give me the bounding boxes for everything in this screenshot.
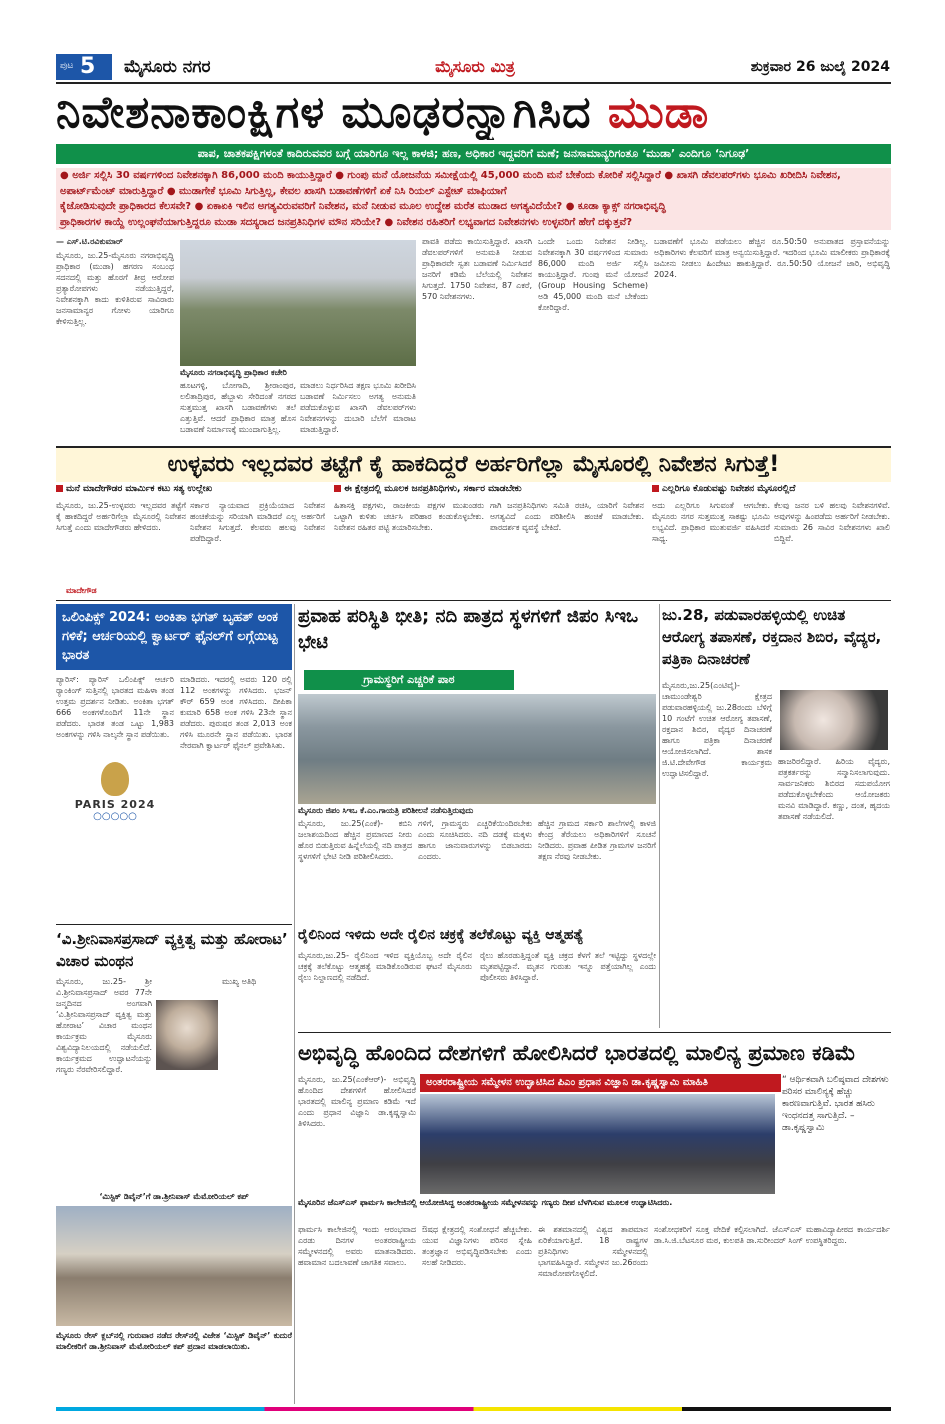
dev-headline: ಅಭಿವೃದ್ಧಿ ಹೊಂದಿದ ದೇಶಗಳಿಗೆ ಹೋಲಿಸಿದರೆ ಭಾರತದಲ್ಲಿ ಮಾಲಿನ್ಯ ಪ್ರಮಾಣ ಕಡಿಮೆ	[298, 1041, 856, 1065]
band-bottom-rule	[56, 600, 891, 601]
page-label: ಪುಟ	[60, 61, 74, 71]
lead-headline-main: ನಿವೇಶನಾಕಾಂಕ್ಷಿಗಳ ಮೂಢರನ್ನಾಗಿಸಿದ	[56, 87, 608, 138]
olympics-bottom-rule	[56, 924, 292, 925]
bp-monitor-photo	[780, 690, 888, 750]
masthead-logo: ಮೈಸೂರು ಮಿತ್ರ	[435, 57, 515, 76]
paris-2024-logo	[56, 762, 174, 820]
dev-col3: ಔಷಧ ಕ್ಷೇತ್ರದಲ್ಲಿ ಸಂಶೋಧನೆ ಹೆಚ್ಚಬೇಕು. ಯುವ ವಿಜ್ಞಾನಿಗಳು ಪರಿಸರ ಸ್ನೇಹಿ ತಂತ್ರಜ್ಞಾನ ಅಭಿವೃದ್ಧಿಪಡಿಸಬೇಕು ಎಂದು ಸಲಹೆ ನೀಡಿದರು.	[422, 1225, 532, 1267]
band-headline: ಉಳ್ಳವರು ಇಲ್ಲದವರ ತಟ್ಟೆಗೆ ಕೈ ಹಾಕದಿದ್ದರೆ ಅರ್ಹರಿಗೆಲ್ಲಾ ಮೈಸೂರಲ್ಲಿ ನಿವೇಶನ ಸಿಗುತ್ತೆ!	[56, 446, 891, 482]
band-subhead-2-text: ಈ ಕ್ಷೇತ್ರದಲ್ಲಿ ಮೂಲಕ ಜನಪ್ರತಿನಿಧಿಗಳು, ಸರ್ಕಾರ ಮಾಡಬೇಕು	[344, 484, 522, 494]
color-registration-bar	[56, 1407, 891, 1411]
dev-quote: “ ಆರ್ಥಿಕವಾಗಿ ಬಲಿಷ್ಠವಾದ ದೇಶಗಳು ಪರಿಸರ ಮಾಲಿನ್ಯಕ್ಕೆ ಹೆಚ್ಚು ಕಾರಣವಾಗುತ್ತಿವೆ. ಭಾರತ ಹಸಿರು ಇಂಧನದತ್ತ ಸಾಗುತ್ತಿದೆ. – ಡಾ.ಕೃಷ್ಣಸ್ವಾಮಿ	[782, 1075, 889, 1133]
lead-headline-red: ಮುಡಾ	[607, 87, 710, 138]
seminar-body: ಮೈಸೂರು, ಜು.25- ಶ್ರೀ ವಿ.ಶ್ರೀನಿವಾಸಪ್ರಸಾದ್ ಅವರ 77ನೇ ಜನ್ಮದಿನದ ಅಂಗವಾಗಿ ‘ವಿ.ಶ್ರೀನಿವಾಸಪ್ರಸಾದ್ ವ್ಯಕ್ತಿತ್ವ ಮತ್ತು ಹೋರಾಟ’ ವಿಚಾರ ಮಂಥನ ಕಾರ್ಯಕ್ರಮ ಮೈಸೂರು ವಿಶ್ವವಿದ್ಯಾನಿಲಯದಲ್ಲಿ ನಡೆಯಲಿದೆ. ಕಾರ್ಯಕ್ರಮದ ಉದ್ಘಾಟನೆಯನ್ನು ಗಣ್ಯರು ನೆರವೇರಿಸಲಿದ್ದಾರೆ.	[56, 977, 152, 1074]
section-title: ಮೈಸೂರು ನಗರ	[124, 57, 211, 77]
lead-bullet-line: ಪ್ರಾಧಿಕಾರಗಳ ಕಾಯ್ದೆ ಉಲ್ಲಂಘನೆಯಾಗುತ್ತಿದ್ದರೂ ಮುಡಾ ಸದಸ್ಯರಾದ ಜನಪ್ರತಿನಿಧಿಗಳ ಮೌನ ಸರಿಯೇ? ● ನಿವೇಶನ ರಹಿತರಿಗೆ ಲಭ್ಯವಾಗದ ನಿವೇಶನಗಳು ಉಳ್ಳವರಿಗೆ ಹೇಗೆ ದಕ್ಕುತ್ತವೆ?	[60, 216, 633, 228]
seminar-photo-caption: ಮುಖ್ಯ ಅತಿಥಿ	[222, 977, 257, 986]
lead-subheadline: ಪಾಪ, ಚಾತಕಪಕ್ಷಿಗಳಂತೆ ಕಾದಿರುವವರ ಬಗ್ಗೆ ಯಾರಿಗೂ ಇಲ್ಲ ಕಾಳಜಿ; ಹಣ, ಅಧಿಕಾರ ಇದ್ದವರಿಗೆ ಮಣೆ; ಜನಸಾಮಾನ್ಯರಿಗಂತೂ ‘ಮುಡಾ’ ಎಂದಿಗೂ ‘ನಿಗೂಢ’	[56, 144, 891, 164]
river-photo-caption: ಮೈಸೂರು ಜಿಪಂ ಸಿಇಒ ಕೆ.ಎಂ.ಗಾಯತ್ರಿ ಪರಿಶೀಲನೆ ನಡೆಸುತ್ತಿರುವುದು	[298, 806, 474, 815]
river-photo	[298, 694, 656, 804]
paris-logo-text: PARIS 2024	[74, 798, 156, 811]
lead-body-col3: ಮಾಡಲು ನಿರ್ಧರಿಸಿದ ತಕ್ಷಣ ಭೂಮಿ ಖರೀದಿಸಿ ಬಡಾವಣೆ ನಿರ್ಮಿಸಲು ಅಗತ್ಯ ಅನುಮತಿ ಪಡೆದುಕೊಳ್ಳುವ ಖಾಸಗಿ ಡೆವಲಪರ್‌ಗಳು ನಿವೇಶನಗಳನ್ನು ದುಬಾರಿ ಬೆಲೆಗೆ ಮಾರಾಟ ಮಾಡುತ್ತಿದ್ದಾರೆ.	[300, 381, 416, 434]
band-col4: ಗಾಗಿ ಜನಪ್ರತಿನಿಧಿಗಳು ಸಮಿತಿ ರಚಿಸಿ, ಯಾರಿಗೆ ನಿವೇಶನ ಅಗತ್ಯವಿದೆ ಎಂದು ಪರಿಶೀಲಿಸಿ ಹಂಚಿಕೆ ಮಾಡಬೇಕು. ಪಾರದರ್ಶಕ ವ್ಯವಸ್ಥೆ ಬೇಕಿದೆ.	[490, 501, 644, 532]
band-col2: ಸರ್ಕಾರ ನ್ಯಾಯವಾದ ಪ್ರಕ್ರಿಯೆಯಾದ ನಿವೇಶನ ಹಂಚಿಕೆಯನ್ನು ಸರಿಯಾಗಿ ಮಾಡಿದರೆ ಎಲ್ಲ ಅರ್ಹರಿಗೆ ನಿವೇಶನ ಸಿಗುತ್ತದೆ. ಕೆಲವರು ಹಲವು ನಿವೇಶನ ಪಡೆದಿದ್ದಾರೆ.	[190, 501, 325, 543]
dev-col1: ಮೈಸೂರು, ಜು.25(ಎಂಕೆಆರ್)- ಅಭಿವೃದ್ಧಿ ಹೊಂದಿದ ದೇಶಗಳಿಗೆ ಹೋಲಿಸಿದರೆ ಭಾರತದಲ್ಲಿ ಮಾಲಿನ್ಯ ಪ್ರಮಾಣ ಕಡಿಮೆ ಇದೆ ಎಂದು ಪ್ರಧಾನ ವಿಜ್ಞಾನಿ ಡಾ.ಕೃಷ್ಣಸ್ವಾಮಿ ತಿಳಿಸಿದರು.	[298, 1075, 416, 1128]
issue-date: ಶುಕ್ರವಾರ 26 ಜುಲೈ 2024	[750, 59, 890, 75]
conference-photo	[420, 1094, 775, 1194]
olympics-body-intro: ಪ್ಯಾರಿಸ್: ಪ್ಯಾರಿಸ್ ಒಲಿಂಪಿಕ್ಸ್ ಆರ್ಚರಿ ರ‍್ಯಾಂಕಿಂಗ್ ಸುತ್ತಿನಲ್ಲಿ ಭಾರತದ ಮಹಿಳಾ ತಂಡ ಉತ್ತಮ ಪ್ರದರ್ಶನ ನೀಡಿತು. ಅಂಕಿತಾ ಭಗತ್ 666 ಅಂಕಗಳೊಂದಿಗೆ 11ನೇ ಸ್ಥಾನ ಪಡೆದರು. ಭಾರತ ತಂಡ ಒಟ್ಟು 1,983 ಅಂಕಗಳನ್ನು ಗಳಿಸಿ ನಾಲ್ಕನೇ ಸ್ಥಾನ ಪಡೆಯಿತು.	[56, 675, 174, 739]
seminar-person-photo	[156, 1000, 218, 1070]
column-divider	[294, 604, 295, 1404]
band-subhead-1	[56, 484, 326, 496]
dev-col2: ಫಾರ್ಮಸಿ ಕಾಲೇಜಿನಲ್ಲಿ ಇಂದು ಆರಂಭವಾದ ಎರಡು ದಿನಗಳ ಅಂತರರಾಷ್ಟ್ರೀಯ ಸಮ್ಮೇಳನದಲ್ಲಿ ಅವರು ಮಾತನಾಡಿದರು. ಹವಾಮಾನ ಬದಲಾವಣೆ ಜಾಗತಿಕ ಸವಾಲು.	[298, 1225, 416, 1267]
band-col5: ಅದು ಎಲ್ಲರಿಗೂ ಸಿಗುವಂತೆ ಆಗಬೇಕು. ಮೈಸೂರು ನಗರ ಸುತ್ತಮುತ್ತ ಸಾಕಷ್ಟು ಭೂಮಿ ಲಭ್ಯವಿದೆ. ಪ್ರಾಧಿಕಾರ ಮುತುವರ್ಜಿ ವಹಿಸಿದರೆ ಸಾಧ್ಯ.	[652, 501, 770, 543]
olympic-rings-icon: ○○○○○	[93, 811, 137, 822]
river-tag: ಗ್ರಾಮಸ್ಥರಿಗೆ ಎಚ್ಚರಿಕೆ ಪಾಠ	[304, 670, 514, 690]
person-photo-caption: ಮಾದೇಗೌಡ	[66, 586, 97, 595]
trophy-photo	[56, 1206, 292, 1326]
lead-body-col6: ಬಡಾವಣೆಗೆ ಭೂಮಿ ಪಡೆಯಲು ಹೆಚ್ಚಿನ ರೂ.50:50 ಅನುಪಾತದ ಪ್ರಸ್ತಾವನೆಯನ್ನು ಅಧಿಕಾರಿಗಳು ಕೆಲವರಿಗೆ ಮಾತ್ರ ಅನ್ವಯಿಸುತ್ತಿದ್ದಾರೆ. ಇದರಿಂದ ಭೂಮಿ ಮಾಲೀಕರು ಪ್ರಾಧಿಕಾರಕ್ಕೆ ಜಮೀನು ನೀಡಲು ಹಿಂದೇಟು ಹಾಕುತ್ತಿದ್ದಾರೆ. ರೂ.50:50 ಯೋಜನೆ ಜಾರಿ, ಅಭಿವೃದ್ಧಿ 2024.	[654, 237, 890, 279]
river-headline: ಪ್ರವಾಹ ಪರಿಸ್ಥಿತಿ ಭೀತಿ; ನದಿ ಪಾತ್ರದ ಸ್ಥಳಗಳಿಗೆ ಜಿಪಂ ಸಿಇಒ ಭೇಟಿ	[298, 606, 639, 653]
band-col6: ಕೆಲವು ಜನರ ಬಳಿ ಹಲವು ನಿವೇಶನಗಳಿವೆ. ಅವುಗಳನ್ನು ಹಿಂಪಡೆದು ಅರ್ಹರಿಗೆ ನೀಡಬೇಕು. ಸುಮಾರು 26 ಸಾವಿರ ನಿವೇಶನಗಳು ಖಾಲಿ ಬಿದ್ದಿವೆ.	[774, 501, 890, 543]
page-number: 5	[80, 54, 96, 79]
lead-bullets	[56, 168, 891, 230]
rail-col1: ಮೈಸೂರು,ಜು.25- ರೈಲಿನಿಂದ ಇಳಿದ ವ್ಯಕ್ತಿಯೊಬ್ಬ ಅದೇ ರೈಲಿನ ಚಕ್ರಕ್ಕೆ ತಲೆಕೊಟ್ಟು ಆತ್ಮಹತ್ಯೆ ಮಾಡಿಕೊಂಡಿರುವ ಘಟನೆ ಮೈಸೂರು ರೈಲು ನಿಲ್ದಾಣದಲ್ಲಿ ನಡೆದಿದೆ.	[298, 951, 472, 982]
page-number-box	[56, 54, 112, 80]
band-col1: ಮೈಸೂರು, ಜು.25-ಉಳ್ಳವರು ಇಲ್ಲದವರ ತಟ್ಟೆಗೆ ಕೈ ಹಾಕದಿದ್ದರೆ ಅರ್ಹರಿಗೆಲ್ಲಾ ಮೈಸೂರಲ್ಲಿ ನಿವೇಶನ ಸಿಗುತ್ತೆ ಎಂದು ಮಾದೇಗೌಡರು ಹೇಳಿದರು.	[56, 501, 186, 532]
lead-body-col2: ಹೂಟಗಳ್ಳಿ, ಬೋಗಾದಿ, ಶ್ರೀರಾಂಪುರ, ಲಲಿತಾದ್ರಿಪುರ, ಹೆಬ್ಬಾಳು ಸೇರಿದಂತೆ ನಗರದ ಸುತ್ತಮುತ್ತ ಖಾಸಗಿ ಬಡಾವಣೆಗಳು ತಲೆ ಎತ್ತುತ್ತಿವೆ. ಆದರೆ ಪ್ರಾಧಿಕಾರ ಮಾತ್ರ ಹೊಸ ಬಡಾವಣೆ ನಿರ್ಮಾಣಕ್ಕೆ ಮುಂದಾಗುತ್ತಿಲ್ಲ.	[180, 381, 296, 434]
muda-photo-caption: ಮೈಸೂರು ನಗರಾಭಿವೃದ್ಧಿ ಪ್ರಾಧಿಕಾರ ಕಚೇರಿ	[180, 368, 287, 377]
lead-body-col5: ಒಂದೇ ಒಂದು ನಿವೇಶನ ನೀಡಿಲ್ಲ. ನಿವೇಶನಕ್ಕಾಗಿ 30 ವರ್ಷಗಳಿಂದ ಸುಮಾರು 86,000 ಮಂದಿ ಅರ್ಜಿ ಸಲ್ಲಿಸಿ ಕಾಯುತ್ತಿದ್ದಾರೆ. ಗುಂಪು ಮನೆ ಯೋಜನೆ (Group Housing Scheme) ಅಡಿ 45,000 ಮಂದಿ ಮನೆ ಬೇಕೆಂದು ಕೋರಿದ್ದಾರೆ.	[538, 237, 648, 312]
dev-red-bar: ಅಂತರರಾಷ್ಟ್ರೀಯ ಸಮ್ಮೇಳನ ಉದ್ಘಾಟಿಸಿದ ಪಿಎಂ ಪ್ರಧಾನ ವಿಜ್ಞಾನಿ ಡಾ.ಕೃಷ್ಣಸ್ವಾಮಿ ಮಾಹಿತಿ	[420, 1074, 781, 1092]
muda-office-photo	[180, 240, 416, 366]
health-col1: ಮೈಸೂರು,ಜು.25(ಎಂಟಿವೈ)-ಚಾಮುಂಡೇಶ್ವರಿ ಕ್ಷೇತ್ರದ ಪಡುವಾರಹಳ್ಳಿಯಲ್ಲಿ ಜು.28ರಂದು ಬೆಳಿಗ್ಗೆ 10 ಗಂಟೆಗೆ ಉಚಿತ ಆರೋಗ್ಯ ತಪಾಸಣೆ, ರಕ್ತದಾನ ಶಿಬಿರ, ವೈದ್ಯರ ದಿನಾಚರಣೆ ಹಾಗೂ ಪತ್ರಿಕಾ ದಿನಾಚರಣೆ ಆಯೋಜಿಸಲಾಗಿದೆ. ಶಾಸಕ ಜಿ.ಟಿ.ದೇವೇಗೌಡ ಕಾರ್ಯಕ್ರಮ ಉದ್ಘಾಟಿಸಲಿದ್ದಾರೆ.	[662, 681, 772, 778]
bullet-square	[652, 485, 659, 492]
bullet-square	[334, 485, 341, 492]
trophy-caption: ಮೈಸೂರು ರೇಸ್ ಕ್ಲಬ್‌ನಲ್ಲಿ ಗುರುವಾರ ನಡೆದ ರೇಸ್‌ನಲ್ಲಿ ವಿಜೇತ ‘ಮಿಸ್ಟಿಕ್ ಡಿವೈನ್’ ಕುದುರೆ ಮಾಲೀಕರಿಗೆ ಡಾ.ಶ್ರೀನಿವಾಸ್ ಮೆಮೋರಿಯಲ್ ಕಪ್ ಪ್ರದಾನ ಮಾಡಲಾಯಿತು.	[56, 1331, 292, 1351]
river-col3: ಹೆಚ್ಚಿನ ಗ್ರಾಮದ ಸರ್ಕಾರಿ ಶಾಲೆಗಳಲ್ಲಿ ಕಾಳಜಿ ಕೇಂದ್ರ ತೆರೆಯಲು ಅಧಿಕಾರಿಗಳಿಗೆ ಸೂಚನೆ ನೀಡಿದರು. ಪ್ರವಾಹ ಪೀಡಿತ ಗ್ರಾಮಗಳ ಜನರಿಗೆ ತಕ್ಷಣ ನೆರವು ನೀಡಬೇಕು.	[538, 819, 656, 861]
lead-bullet-line: ಕೈಜೋಡಿಸುವುದೇ ಪ್ರಾಧಿಕಾರದ ಕೆಲಸವೇ? ● ಏಕಾಏಕಿ ಇಲಿನ ಅಗತ್ಯವಿರುವವರಿಗೆ ನಿವೇಶನ, ಮನೆ ನೀಡುವ ಮೂಲ ಉದ್ದೇಶ ಮರೆತ ಮುಡಾದ ಅಗತ್ಯವಿದೆಯೇ? ● ಕೂಡಾ ಕ್ಯಾಕ್ಸ್ ನಗರಾಭಿವೃದ್ಧಿ	[60, 201, 666, 212]
band-subhead-3-text: ಎಲ್ಲರಿಗೂ ಕೊಡುವಷ್ಟು ನಿವೇಶನ ಮೈಸೂರಲ್ಲಿದೆ	[662, 484, 796, 494]
header-rule	[56, 82, 891, 84]
olympics-headline: ಒಲಿಂಪಿಕ್ಸ್ 2024: ಅಂಕಿತಾ ಭಗತ್ ಬೃಹತ್ ಅಂಕ ಗಳಿಕೆ; ಆರ್ಚರಿಯಲ್ಲಿ ಕ್ವಾರ್ಟರ್ ಫೈನಲ್‌ಗೆ ಲಗ್ಗೆಯಿಟ್ಟ ಭಾರತ	[56, 604, 292, 670]
seminar-headline: ‘ವಿ.ಶ್ರೀನಿವಾಸಪ್ರಸಾದ್ ವ್ಯಕ್ತಿತ್ವ ಮತ್ತು ಹೋರಾಟ’ ವಿಚಾರ ಮಂಥನ	[56, 930, 288, 970]
trophy-caption-title: ‘ಮಿಸ್ಟಿಕ್ ಡಿವೈನ್’ಗೆ ಡಾ.ಶ್ರೀನಿವಾಸ್ ಮೆಮೋರಿಯಲ್ ಕಪ್	[99, 1192, 249, 1201]
band-subhead-2	[334, 484, 644, 496]
river-col1: ಮೈಸೂರು, ಜು.25(ಎಂಕೆ)- ಕಬಿನಿ ಜಲಾಶಯದಿಂದ ಹೆಚ್ಚಿನ ಪ್ರಮಾಣದ ನೀರು ಹೊರ ಬಿಡುತ್ತಿರುವ ಹಿನ್ನೆಲೆಯಲ್ಲಿ ನದಿ ಪಾತ್ರದ ಸ್ಥಳಗಳಿಗೆ ಭೇಟಿ ನೀಡಿ ಪರಿಶೀಲಿಸಿದರು.	[298, 819, 412, 861]
column-divider	[659, 604, 660, 1028]
olympics-body-col2: ಮಾಡಿದರು. ಇದರಲ್ಲಿ ಅವರು 120 ರಲ್ಲಿ 112 ಅಂಕಗಳನ್ನು ಗಳಿಸಿದರು. ಭಜನ್ ಕೌರ್ 659 ಅಂಕ ಗಳಿಸಿದರು. ದೀಪಿಕಾ ಕುಮಾರಿ 658 ಅಂಕ ಗಳಿಸಿ 23ನೇ ಸ್ಥಾನ ಪಡೆದರು. ಪುರುಷರ ತಂಡ 2,013 ಅಂಕ ಗಳಿಸಿ ಮೂರನೇ ಸ್ಥಾನ ಪಡೆಯಿತು. ಭಾರತ ನೇರವಾಗಿ ಕ್ವಾರ್ಟರ್ ಫೈನಲ್ ಪ್ರವೇಶಿಸಿತು.	[180, 675, 292, 750]
lead-body-col1: ಮೈಸೂರು, ಜು.25-ಮೈಸೂರು ನಗರಾಭಿವೃದ್ಧಿ ಪ್ರಾಧಿಕಾರ (ಮುಡಾ) ಹಗರಣ ಸಂಬಂಧ ಸದನದಲ್ಲಿ ಮತ್ತು ಹೊರಗೆ ತೀವ್ರ ಆರೋಪ ಪ್ರತ್ಯಾರೋಪಗಳು ನಡೆಯುತ್ತಿದ್ದರೆ, ನಿವೇಶನಕ್ಕಾಗಿ ಕಾದು ಕುಳಿತಿರುವ ಸಾವಿರಾರು ಜನಸಾಮಾನ್ಯರ ಗೋಳು ಯಾರಿಗೂ ಕೇಳಿಸುತ್ತಿಲ್ಲ.	[56, 251, 174, 326]
dev-col4: ಈ ಶತಮಾನದಲ್ಲಿ ವಿಶ್ವದ ತಾಪಮಾನ ಏರಿಕೆಯಾಗುತ್ತಿದೆ. 18 ರಾಷ್ಟ್ರಗಳ ಪ್ರತಿನಿಧಿಗಳು ಸಮ್ಮೇಳನದಲ್ಲಿ ಭಾಗವಹಿಸಿದ್ದಾರೆ. ಸಮ್ಮೇಳನ ಜು.26ರಂದು ಸಮಾರೋಪಗೊಳ್ಳಲಿದೆ.	[538, 1225, 648, 1278]
paris-flame-icon	[101, 762, 129, 796]
health-col2: ಹಾಜರಿರಲಿದ್ದಾರೆ. ಹಿರಿಯ ವೈದ್ಯರು, ಪತ್ರಕರ್ತರನ್ನು ಸನ್ಮಾನಿಸಲಾಗುವುದು. ಸಾರ್ವಜನಿಕರು ಶಿಬಿರದ ಸದುಪಯೋಗ ಪಡೆದುಕೊಳ್ಳಬೇಕೆಂದು ಆಯೋಜಕರು ಮನವಿ ಮಾಡಿದ್ದಾರೆ. ಕಣ್ಣು, ದಂತ, ಹೃದಯ ತಪಾಸಣೆ ನಡೆಯಲಿದೆ.	[778, 757, 890, 821]
band-subhead-1-text: ಮನೆ ಮಾದೇಗೌಡರ ಮಾರ್ಮಿಕ ಕಟು ಸತ್ಯ ಉಲ್ಲೇಖ	[66, 484, 213, 494]
lead-byline: — ಎಸ್.ಟಿ.ರವಿಕುಮಾರ್	[56, 237, 123, 246]
lead-headline	[56, 86, 891, 140]
health-headline: ಜು.28, ಪಡುವಾರಹಳ್ಳಿಯಲ್ಲಿ ಉಚಿತ ಆರೋಗ್ಯ ತಪಾಸಣೆ, ರಕ್ತದಾನ ಶಿಬಿರ, ವೈದ್ಯರ, ಪತ್ರಿಕಾ ದಿನಾಚರಣೆ	[662, 606, 882, 668]
rail-col2: ರೈಲು ಹೊರಡುತ್ತಿದ್ದಂತೆ ವ್ಯಕ್ತಿ ಚಕ್ರದ ಕೆಳಗೆ ತಲೆ ಇಟ್ಟಿದ್ದು ಸ್ಥಳದಲ್ಲೇ ಮೃತಪಟ್ಟಿದ್ದಾನೆ. ಮೃತನ ಗುರುತು ಇನ್ನೂ ಪತ್ತೆಯಾಗಿಲ್ಲ ಎಂದು ಪೊಲೀಸರು ತಿಳಿಸಿದ್ದಾರೆ.	[480, 951, 656, 982]
river-col2: ಗಳಿಗೆ, ಗ್ರಾಮಸ್ಥರು ಎಚ್ಚರಿಕೆಯಿಂದಿರಬೇಕು ಎಂದು ಸೂಚಿಸಿದರು. ನದಿ ದಡಕ್ಕೆ ಮಕ್ಕಳು ಹಾಗೂ ಜಾನುವಾರುಗಳನ್ನು ಬಿಡಬಾರದು ಎಂದರು.	[418, 819, 532, 861]
lead-body-col4: ಪಾವತಿ ಪಡೆದು ಕಾಯಿಸುತ್ತಿದ್ದಾರೆ. ಖಾಸಗಿ ಡೆವಲಪರ್‌ಗಳಿಗೆ ಅನುಮತಿ ನೀಡುವ ಪ್ರಾಧಿಕಾರವೇ ಸ್ವತಃ ಬಡಾವಣೆ ನಿರ್ಮಿಸಿದರೆ ಜನರಿಗೆ ಕಡಿಮೆ ಬೆಲೆಯಲ್ಲಿ ನಿವೇಶನ ಸಿಗುತ್ತದೆ. 1750 ನಿವೇಶನ, 87 ಎಕರೆ, 570 ನಿವೇಶನಗಳು.	[422, 237, 532, 301]
band-subhead-3	[652, 484, 890, 496]
conference-photo-caption: ಮೈಸೂರಿನ ಜೆಎಸ್‌ಎಸ್ ಫಾರ್ಮಸಿ ಕಾಲೇಜಿನಲ್ಲಿ ಆಯೋಜಿಸಿದ್ದ ಅಂತರರಾಷ್ಟ್ರೀಯ ಸಮ್ಮೇಳನವನ್ನು ಗಣ್ಯರು ದೀಪ ಬೆಳಗಿಸುವ ಮೂಲಕ ಉದ್ಘಾಟಿಸಿದರು.	[298, 1198, 673, 1207]
lead-bullet-line: ● ಅರ್ಜಿ ಸಲ್ಲಿಸಿ 30 ವರ್ಷಗಳಿಂದ ನಿವೇಶನಕ್ಕಾಗಿ 86,000 ಮಂದಿ ಕಾಯುತ್ತಿದ್ದಾರೆ ● ಗುಂಪು ಮನೆ ಯೋಜನೆಯ ಸಮೀಕ್ಷೆಯಲ್ಲಿ 45,000 ಮಂದಿ ಮನೆ ಬೇಕೆಂದು ಕೋರಿಕೆ ಸಲ್ಲಿಸಿದ್ದಾರೆ ● ಖಾಸಗಿ ಡೆವಲಪರ್‌ಗಳು ಭೂಮಿ ಖರೀದಿಸಿ ನಿವೇಶನ, ಅಪಾರ್ಟ್‌ಮೆಂಟ್ ಮಾರುತ್ತಿದ್ದಾರೆ ● ಮುಡಾಗೇಕೆ ಭೂಮಿ ಸಿಗುತ್ತಿಲ್ಲ, ಕೇವಲ ಖಾಸಗಿ ಬಡಾವಣೆಗಳಿಗೆ ಏಕೆ ನಿಸಿ ರಿಯಲ್ ಎಸ್ಟೇಟ್ ಮಾಫಿಯಾಗೆ	[60, 170, 841, 197]
rail-headline: ರೈಲಿನಿಂದ ಇಳಿದು ಅದೇ ರೈಲಿನ ಚಕ್ರಕ್ಕೆ ತಲೆಕೊಟ್ಟು ವ್ಯಕ್ತಿ ಆತ್ಮಹತ್ಯೆ	[298, 927, 584, 943]
dev-top-rule	[298, 1032, 891, 1033]
dev-col5: ಸಂಶೋಧಕರಿಗೆ ಸೂಕ್ತ ವೇದಿಕೆ ಕಲ್ಪಿಸಲಾಗಿದೆ. ಜೆಎಸ್‌ಎಸ್ ಮಹಾವಿದ್ಯಾಪೀಠದ ಕಾರ್ಯದರ್ಶಿ ಡಾ.ಸಿ.ಜಿ.ಬೆಟಸೂರ ಮಠ, ಕುಲಪತಿ ಡಾ.ಸುರೀಂದರ್ ಸಿಂಗ್ ಉಪಸ್ಥಿತರಿದ್ದರು.	[654, 1225, 890, 1245]
band-col3: ಹಿತಾಸಕ್ತಿ ಪಕ್ಷಗಳು, ರಾಜಕೀಯ ಪಕ್ಷಗಳ ಮುಖಂಡರು ಒಟ್ಟಾಗಿ ಕುಳಿತು ಚರ್ಚಿಸಿ ಪರಿಹಾರ ಕಂಡುಕೊಳ್ಳಬೇಕು. ನಿವೇಶನ ರಹಿತರ ಪಟ್ಟಿ ತಯಾರಿಸಬೇಕು.	[334, 501, 484, 532]
bullet-square	[56, 485, 63, 492]
